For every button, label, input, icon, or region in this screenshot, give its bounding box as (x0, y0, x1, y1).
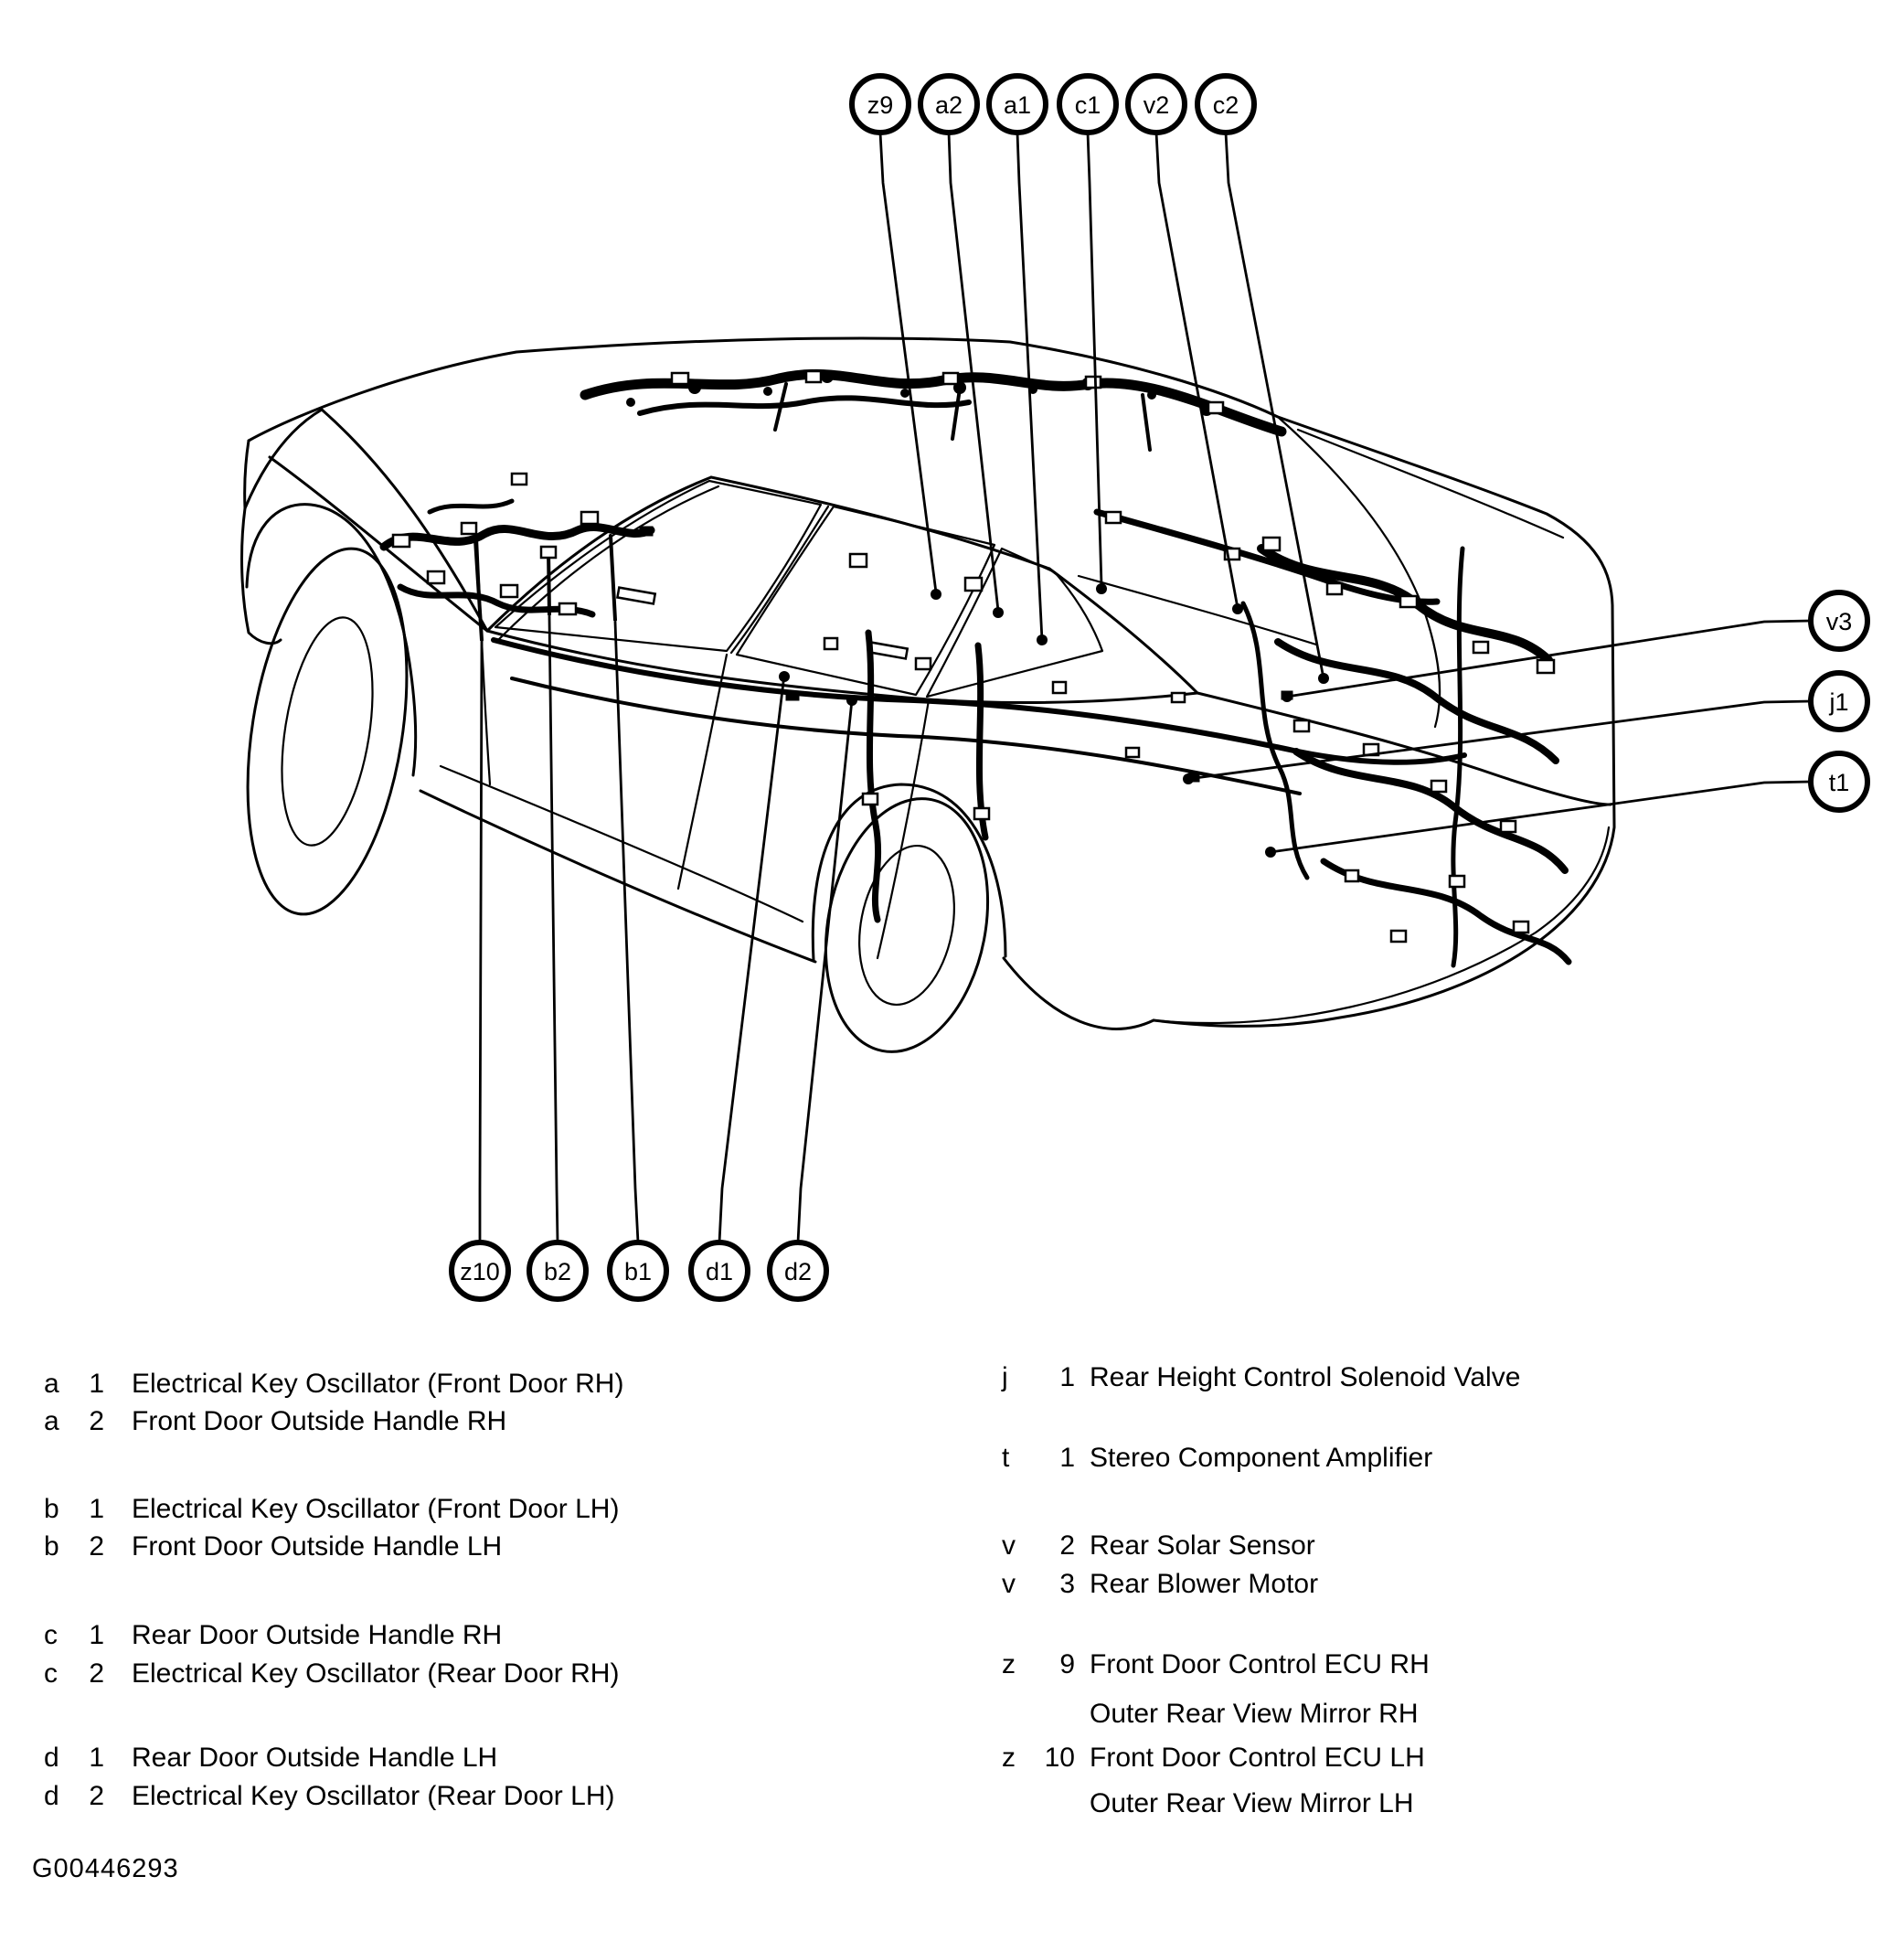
legend-description: Front Door Outside Handle RH (132, 1406, 507, 1436)
callout-d2 (770, 1242, 826, 1299)
legend-number: 9 (1059, 1649, 1075, 1679)
svg-text:b2: b2 (543, 1258, 572, 1285)
leader-t1 (1271, 782, 1811, 852)
legend-row-b1 (44, 1494, 619, 1525)
legend-row-c1 (44, 1620, 502, 1651)
callout-v3 (1811, 592, 1867, 649)
legend-row-z10 (1002, 1743, 1425, 1774)
legend-description: Electrical Key Oscillator (Rear Door RH) (132, 1658, 620, 1689)
legend-row-z10-line2: Outer Rear View Mirror LH (1090, 1788, 1414, 1818)
legend-description: Electrical Key Oscillator (Front Door RH) (132, 1369, 624, 1399)
legend-letter: v (1002, 1530, 1016, 1561)
svg-text:c1: c1 (1074, 91, 1101, 119)
callout-z10 (452, 1242, 508, 1299)
callout-a2 (920, 76, 977, 133)
legend-letter: d (44, 1781, 59, 1811)
car-door-seams (477, 539, 929, 958)
leader-b2 (549, 616, 558, 1242)
legend-letter: j (1002, 1362, 1008, 1392)
legend-letter: v (1002, 1569, 1016, 1599)
legend-letter: a (44, 1369, 59, 1399)
callout-b2 (529, 1242, 586, 1299)
callout-j1 (1811, 673, 1867, 730)
front-rim (268, 611, 387, 851)
legend-description: Rear Solar Sensor (1090, 1530, 1315, 1561)
legend-row-d1 (44, 1743, 497, 1774)
callout-c1 (1059, 76, 1116, 133)
legend-letter: c (44, 1620, 58, 1650)
legend-number: 2 (89, 1658, 104, 1689)
legend-number: 1 (89, 1494, 104, 1524)
legend-letter: b (44, 1531, 59, 1562)
legend-letter: z (1002, 1649, 1016, 1679)
rear-door-handle (869, 643, 907, 659)
legend-letter: b (44, 1494, 59, 1524)
roof-harness (585, 370, 1282, 450)
legend-letter: c (44, 1658, 58, 1689)
callout-v2 (1128, 76, 1185, 133)
legend-number: 10 (1044, 1743, 1075, 1773)
legend-number: 2 (89, 1531, 104, 1562)
legend-number: 3 (1059, 1569, 1075, 1599)
legend-row-z9 (1002, 1649, 1430, 1680)
legend-description: Rear Blower Motor (1090, 1569, 1319, 1599)
legend-row-c2 (44, 1658, 619, 1690)
legend-row-d2 (44, 1781, 614, 1812)
svg-text:v2: v2 (1143, 91, 1170, 119)
svg-text:v3: v3 (1825, 608, 1853, 635)
legend-letter: d (44, 1743, 59, 1773)
legend-number: 1 (89, 1743, 104, 1773)
legend-letter: z (1002, 1743, 1016, 1773)
svg-text:a1: a1 (1003, 91, 1032, 119)
svg-text:d1: d1 (705, 1258, 734, 1285)
legend-row-a1 (44, 1369, 623, 1400)
front-tire (224, 538, 430, 926)
legend-description: Rear Height Control Solenoid Valve (1090, 1362, 1521, 1392)
legend-description: Front Door Control ECU RH (1090, 1649, 1430, 1679)
legend-number: 2 (89, 1406, 104, 1436)
callout-d1 (691, 1242, 748, 1299)
callout-circles (452, 76, 1867, 1299)
legend-number: 2 (1059, 1530, 1075, 1561)
legend-row-v2 (1002, 1530, 1315, 1562)
legend-description: Electrical Key Oscillator (Rear Door LH) (132, 1781, 615, 1811)
legend-row-b2 (44, 1531, 502, 1562)
leader-b1 (615, 622, 638, 1242)
svg-text:z10: z10 (460, 1258, 500, 1285)
legend-row-t1 (1002, 1443, 1432, 1474)
legend-letter: a (44, 1406, 59, 1436)
svg-text:j1: j1 (1829, 688, 1849, 716)
svg-text:c2: c2 (1212, 91, 1239, 119)
svg-text:b1: b1 (623, 1258, 653, 1285)
legend-description: Stereo Component Amplifier (1090, 1443, 1433, 1473)
legend-number: 1 (89, 1369, 104, 1399)
leader-d1 (719, 675, 784, 1242)
legend-number: 1 (1059, 1443, 1075, 1473)
callout-b1 (610, 1242, 666, 1299)
legend-row-v3 (1002, 1569, 1318, 1600)
legend-letter: t (1002, 1443, 1010, 1473)
svg-text:z9: z9 (867, 91, 894, 119)
svg-text:d2: d2 (783, 1258, 813, 1285)
callout-z9 (852, 76, 909, 133)
leader-z10 (480, 642, 482, 1242)
legend-row-a2 (44, 1406, 506, 1437)
svg-text:a2: a2 (934, 91, 963, 119)
rear-rim (846, 837, 967, 1013)
legend-row-z9-line2: Outer Rear View Mirror RH (1090, 1699, 1419, 1729)
legend-description: Front Door Outside Handle LH (132, 1531, 503, 1562)
callout-c2 (1197, 76, 1254, 133)
legend-description: Electrical Key Oscillator (Front Door LH) (132, 1494, 620, 1524)
legend-description: Rear Door Outside Handle RH (132, 1620, 503, 1650)
leader-c2 (1226, 133, 1324, 678)
leader-v2 (1156, 133, 1238, 608)
figure-code: G00446293 (32, 1854, 179, 1883)
leader-lines (480, 133, 1811, 1242)
legend-number: 2 (89, 1781, 104, 1811)
legend-number: 1 (1059, 1362, 1075, 1392)
svg-text:t1: t1 (1828, 769, 1850, 796)
floor-harness (494, 583, 1464, 920)
leader-d2 (798, 700, 852, 1242)
callout-t1 (1811, 753, 1867, 810)
legend-number: 1 (89, 1620, 104, 1650)
legend-description: Front Door Control ECU LH (1090, 1743, 1425, 1773)
front-door-handle (617, 588, 654, 604)
callout-a1 (989, 76, 1046, 133)
front-door-harness (384, 501, 651, 640)
legend-row-j1 (1002, 1362, 1520, 1393)
legend-description: Rear Door Outside Handle LH (132, 1743, 498, 1773)
